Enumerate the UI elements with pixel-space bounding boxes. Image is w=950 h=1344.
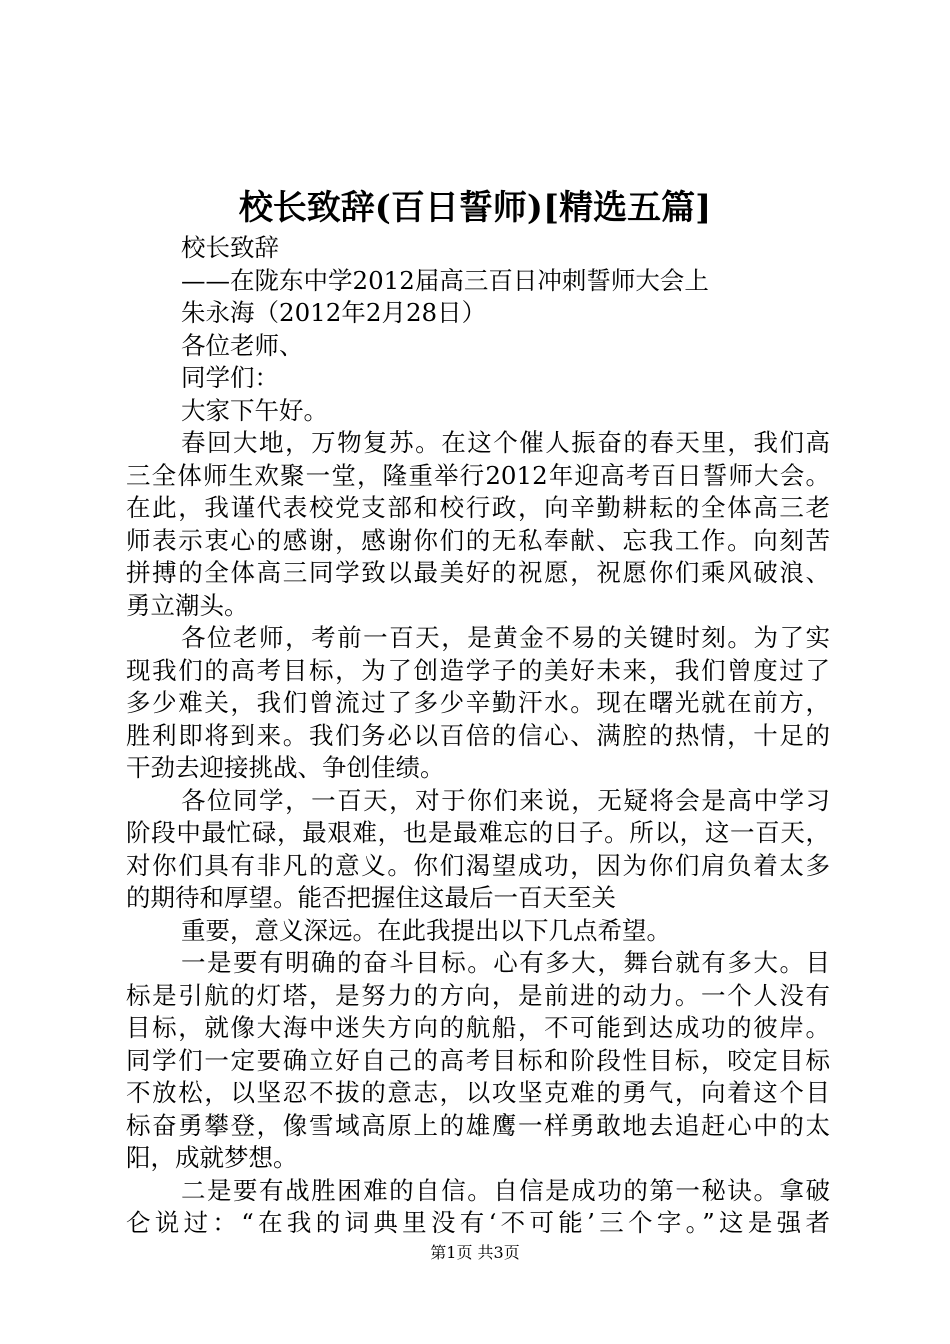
document-title: 校长致辞(百日誓师)[精选五篇] — [238, 188, 712, 228]
text-line: 大家下午好。 — [181, 395, 328, 425]
document-body — [126, 232, 830, 1240]
text-line: 各位老师，考前一百天，是黄金不易的关键时刻。为了实 — [181, 623, 830, 652]
text-line: ——在陇东中学2012届高三百日冲刺誓师大会上 — [181, 265, 709, 295]
text-line: 对你们具有非凡的意义。你们渴望成功，因为你们肩负着太多 — [126, 850, 830, 880]
text-line: 勇立潮头。 — [126, 590, 249, 620]
text-line: 各位老师、 — [181, 330, 304, 360]
text-line: 阳，成就梦想。 — [126, 1143, 298, 1172]
text-line: 目标，就像大海中迷失方向的航船，不可能到达成功的彼岸。 — [126, 1013, 830, 1042]
text-line: 多少难关，我们曾流过了多少辛勤汗水。现在曙光就在前方， — [126, 688, 830, 717]
text-line: 在此，我谨代表校党支部和校行政，向辛勤耕耘的全体高三老 — [126, 493, 830, 522]
text-line: 同学们： — [181, 363, 279, 392]
text-line: 干劲去迎接挑战、争创佳绩。 — [126, 753, 445, 782]
text-line: 同学们一定要确立好自己的高考目标和阶段性目标，咬定目标 — [126, 1045, 830, 1075]
text-line: 阶段中最忙碌，最艰难，也是最难忘的日子。所以，这一百天， — [126, 818, 830, 847]
text-line: 胜利即将到来。我们务必以百倍的信心、满腔的热情，十足的 — [126, 720, 830, 750]
text-line: 标奋勇攀登，像雪域高原上的雄鹰一样勇敢地去追赶心中的太 — [126, 1110, 830, 1140]
text-line: 三全体师生欢聚一堂，隆重举行2012年迎高考百日誓师大会。 — [126, 460, 830, 490]
text-line: 朱永海（2012年2月28日） — [181, 298, 487, 327]
text-line: 仑说过：“在我的词典里没有‘不可能’三个字。”这是强者 — [126, 1208, 830, 1237]
text-line: 不放松，以坚忍不拔的意志，以攻坚克难的勇气，向着这个目 — [126, 1078, 830, 1107]
page-footer: 第1页 共3页 — [430, 1243, 520, 1262]
text-line: 重要，意义深远。在此我提出以下几点希望。 — [181, 915, 671, 945]
text-line: 现我们的高考目标，为了创造学子的美好未来，我们曾度过了 — [126, 655, 830, 685]
text-line: 的期待和厚望。能否把握住这最后一百天至关 — [126, 883, 616, 912]
text-line: 一是要有明确的奋斗目标。心有多大，舞台就有多大。目 — [181, 948, 830, 977]
text-line: 各位同学，一百天，对于你们来说，无疑将会是高中学习 — [181, 785, 830, 815]
text-line: 师表示衷心的感谢，感谢你们的无私奉献、忘我工作。向刻苦 — [126, 525, 830, 555]
text-line: 二是要有战胜困难的自信。自信是成功的第一秘诀。拿破 — [181, 1175, 830, 1205]
text-line: 春回大地，万物复苏。在这个催人振奋的春天里，我们高 — [181, 428, 830, 457]
text-line: 拼搏的全体高三同学致以最美好的祝愿，祝愿你们乘风破浪、 — [126, 558, 830, 587]
text-line: 校长致辞 — [181, 233, 279, 262]
text-line: 标是引航的灯塔，是努力的方向，是前进的动力。一个人没有 — [126, 980, 830, 1010]
